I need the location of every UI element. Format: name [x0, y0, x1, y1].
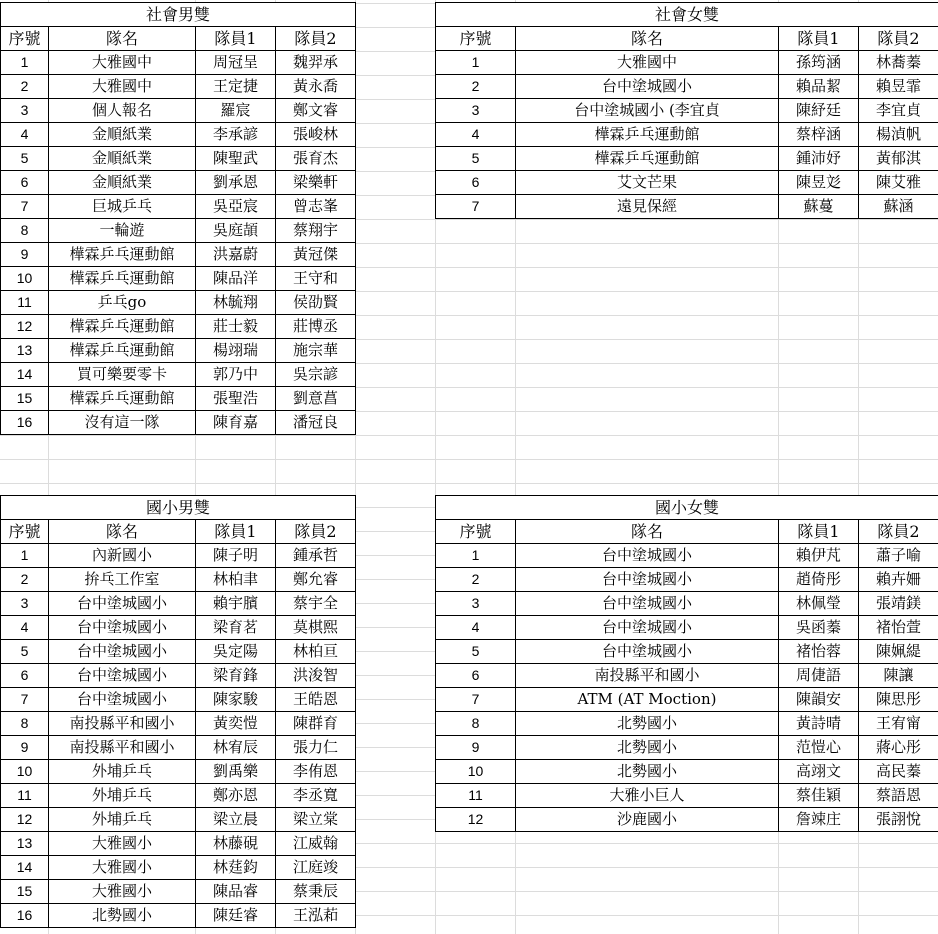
cell-player-2[interactable]: 江庭竣	[276, 856, 356, 880]
cell-index[interactable]: 4	[1, 616, 49, 640]
cell-team[interactable]: 一輪遊	[49, 219, 196, 243]
cell-index[interactable]: 1	[1, 51, 49, 75]
cell-team[interactable]: 外埔乒乓	[49, 784, 196, 808]
cell-player-2[interactable]: 莊博丞	[276, 315, 356, 339]
cell-team[interactable]: 大雅國小	[49, 856, 196, 880]
cell-player-2[interactable]: 蔡語恩	[859, 784, 938, 808]
cell-index[interactable]: 3	[436, 99, 516, 123]
cell-index[interactable]: 4	[436, 123, 516, 147]
cell-index[interactable]: 2	[1, 568, 49, 592]
table-title[interactable]: 社會男雙	[1, 3, 356, 27]
cell-index[interactable]: 12	[436, 808, 516, 832]
cell-index[interactable]: 6	[436, 171, 516, 195]
table-row	[436, 171, 938, 195]
cell-player-1[interactable]: 孫筠涵	[779, 51, 859, 75]
cell-player-1[interactable]: 吳庭頡	[196, 219, 276, 243]
table-row	[1, 688, 356, 712]
table-row	[436, 75, 938, 99]
cell-index[interactable]: 11	[1, 291, 49, 315]
cell-team[interactable]: 金順紙業	[49, 171, 196, 195]
grid-line	[0, 483, 938, 484]
cell-player-1[interactable]: 鍾沛妤	[779, 147, 859, 171]
cell-team[interactable]: 樺霖乒乓運動館	[49, 315, 196, 339]
cell-player-1[interactable]: 黃詩晴	[779, 712, 859, 736]
table-row	[436, 808, 938, 832]
elementary-girls-doubles-table	[435, 495, 938, 832]
cell-player-1[interactable]: 賴伊芃	[779, 544, 859, 568]
cell-team[interactable]: 乒乓go	[49, 291, 196, 315]
cell-player-1[interactable]: 陳子明	[196, 544, 276, 568]
cell-player-2[interactable]: 魏羿承	[276, 51, 356, 75]
cell-team[interactable]: 沒有這一隊	[49, 411, 196, 435]
cell-index[interactable]: 8	[436, 712, 516, 736]
cell-index[interactable]: 7	[436, 195, 516, 219]
cell-team[interactable]: 台中塗城國小	[49, 688, 196, 712]
cell-team[interactable]: 台中塗城國小	[516, 544, 779, 568]
header-player-1[interactable]: 隊員1	[196, 520, 276, 544]
cell-player-1[interactable]: 王定捷	[196, 75, 276, 99]
cell-player-1[interactable]: 吳定陽	[196, 640, 276, 664]
table-row	[1, 147, 356, 171]
cell-player-1[interactable]: 高翊文	[779, 760, 859, 784]
table-row	[436, 544, 938, 568]
cell-player-2[interactable]: 李宜貞	[859, 99, 938, 123]
table-row	[1, 592, 356, 616]
cell-index[interactable]: 2	[436, 568, 516, 592]
table-title[interactable]: 社會女雙	[436, 3, 938, 27]
cell-player-1[interactable]: 蔡梓涵	[779, 123, 859, 147]
cell-player-2[interactable]: 曾志峯	[276, 195, 356, 219]
cell-team[interactable]: 樺霖乒乓運動館	[49, 387, 196, 411]
cell-index[interactable]: 1	[1, 544, 49, 568]
elementary-boys-doubles-table	[0, 495, 356, 928]
cell-team[interactable]: 北勢國小	[49, 904, 196, 928]
cell-player-2[interactable]: 蔡秉辰	[276, 880, 356, 904]
cell-player-1[interactable]: 陳韻安	[779, 688, 859, 712]
header-index[interactable]: 序號	[1, 27, 49, 51]
cell-player-1[interactable]: 楊翊瑞	[196, 339, 276, 363]
cell-team[interactable]: 巨城乒乓	[49, 195, 196, 219]
table-row	[1, 411, 356, 435]
header-team[interactable]: 隊名	[49, 520, 196, 544]
table-row	[1, 544, 356, 568]
header-player-2[interactable]: 隊員2	[276, 520, 356, 544]
cell-player-2[interactable]: 鄭文睿	[276, 99, 356, 123]
header-index[interactable]: 序號	[1, 520, 49, 544]
cell-player-1[interactable]: 陳家駿	[196, 688, 276, 712]
cell-player-2[interactable]: 王泓萂	[276, 904, 356, 928]
cell-player-1[interactable]: 詹竦庄	[779, 808, 859, 832]
cell-team[interactable]: 台中塗城國小	[49, 664, 196, 688]
cell-player-2[interactable]: 梁樂軒	[276, 171, 356, 195]
table-row	[436, 99, 938, 123]
cell-player-1[interactable]: 趙倚彤	[779, 568, 859, 592]
cell-index[interactable]: 6	[1, 664, 49, 688]
cell-player-1[interactable]: 周倢語	[779, 664, 859, 688]
table-row	[436, 712, 938, 736]
table-row	[436, 592, 938, 616]
cell-index[interactable]: 5	[1, 640, 49, 664]
cell-index[interactable]: 6	[1, 171, 49, 195]
cell-player-2[interactable]: 劉意菖	[276, 387, 356, 411]
cell-player-1[interactable]: 張聖浩	[196, 387, 276, 411]
table-row	[436, 784, 938, 808]
cell-player-1[interactable]: 褚怡蓉	[779, 640, 859, 664]
header-player-1[interactable]: 隊員1	[779, 27, 859, 51]
cell-index[interactable]: 7	[1, 688, 49, 712]
cell-player-1[interactable]: 陳紓廷	[779, 99, 859, 123]
cell-player-2[interactable]: 褚怡萱	[859, 616, 938, 640]
cell-player-2[interactable]: 高民蓁	[859, 760, 938, 784]
cell-team[interactable]: 台中塗城國小	[516, 592, 779, 616]
cell-player-1[interactable]: 劉承恩	[196, 171, 276, 195]
cell-player-2[interactable]: 楊湞帆	[859, 123, 938, 147]
cell-player-2[interactable]: 王宥甯	[859, 712, 938, 736]
cell-player-2[interactable]: 蔡翔宇	[276, 219, 356, 243]
cell-team[interactable]: 台中塗城國小	[516, 75, 779, 99]
cell-index[interactable]: 3	[1, 592, 49, 616]
header-team[interactable]: 隊名	[49, 27, 196, 51]
cell-player-2[interactable]: 侯劭賢	[276, 291, 356, 315]
table-row	[1, 99, 356, 123]
cell-team[interactable]: 大雅國中	[516, 51, 779, 75]
cell-index[interactable]: 7	[1, 195, 49, 219]
header-player-1[interactable]: 隊員1	[779, 520, 859, 544]
cell-team[interactable]: ATM (AT Moction)	[516, 688, 779, 712]
table-row	[436, 688, 938, 712]
cell-index[interactable]: 8	[1, 219, 49, 243]
cell-index[interactable]: 15	[1, 880, 49, 904]
table-row	[1, 315, 356, 339]
cell-player-2[interactable]: 陳姵緹	[859, 640, 938, 664]
cell-player-1[interactable]: 陳品洋	[196, 267, 276, 291]
cell-team[interactable]: 金順紙業	[49, 147, 196, 171]
cell-index[interactable]: 10	[1, 760, 49, 784]
table-row	[1, 664, 356, 688]
table-title[interactable]: 國小女雙	[436, 496, 938, 520]
table-row	[436, 195, 938, 219]
cell-team[interactable]: 台中塗城國小	[49, 592, 196, 616]
cell-player-1[interactable]: 賴宇臏	[196, 592, 276, 616]
cell-team[interactable]: 大雅國中	[49, 51, 196, 75]
table-row	[1, 195, 356, 219]
cell-index[interactable]: 9	[1, 736, 49, 760]
cell-player-2[interactable]: 黃冠傑	[276, 243, 356, 267]
cell-team[interactable]: 台中塗城國小	[516, 568, 779, 592]
cell-player-1[interactable]: 林毓翔	[196, 291, 276, 315]
header-index[interactable]: 序號	[436, 27, 516, 51]
header-player-2[interactable]: 隊員2	[276, 27, 356, 51]
table-row	[1, 616, 356, 640]
cell-player-2[interactable]: 陳讓	[859, 664, 938, 688]
cell-team[interactable]: 樺霖乒乓運動館	[49, 267, 196, 291]
cell-index[interactable]: 1	[436, 544, 516, 568]
cell-player-1[interactable]: 林藤硯	[196, 832, 276, 856]
cell-player-1[interactable]: 賴品絜	[779, 75, 859, 99]
cell-player-2[interactable]: 王皓恩	[276, 688, 356, 712]
cell-player-1[interactable]: 陳育嘉	[196, 411, 276, 435]
cell-player-1[interactable]: 黃奕愷	[196, 712, 276, 736]
table-row	[436, 147, 938, 171]
cell-player-1[interactable]: 范愷心	[779, 736, 859, 760]
cell-index[interactable]: 12	[1, 808, 49, 832]
table-row	[1, 736, 356, 760]
cell-team[interactable]: 南投縣平和國小	[49, 712, 196, 736]
cell-player-2[interactable]: 黃永喬	[276, 75, 356, 99]
cell-player-2[interactable]: 王守和	[276, 267, 356, 291]
table-row	[1, 387, 356, 411]
cell-player-2[interactable]: 蘇涵	[859, 195, 938, 219]
table-row	[1, 363, 356, 387]
cell-player-1[interactable]: 林宥辰	[196, 736, 276, 760]
cell-player-2[interactable]: 李侑恩	[276, 760, 356, 784]
cell-index[interactable]: 9	[436, 736, 516, 760]
cell-team[interactable]: 樺霖乒乓運動館	[516, 123, 779, 147]
cell-index[interactable]: 14	[1, 856, 49, 880]
table-row	[1, 784, 356, 808]
cell-index[interactable]: 8	[1, 712, 49, 736]
cell-player-2[interactable]: 莫棋熙	[276, 616, 356, 640]
table-row	[1, 51, 356, 75]
cell-player-1[interactable]: 梁立晨	[196, 808, 276, 832]
cell-player-1[interactable]: 陳昱彣	[779, 171, 859, 195]
cell-player-1[interactable]: 林莛鈞	[196, 856, 276, 880]
table-row	[1, 267, 356, 291]
cell-index[interactable]: 14	[1, 363, 49, 387]
table-row	[436, 640, 938, 664]
cell-team[interactable]: 大雅國中	[49, 75, 196, 99]
cell-team[interactable]: 台中塗城國小 (李宜貞	[516, 99, 779, 123]
table-row	[436, 736, 938, 760]
grid-line	[0, 435, 938, 436]
cell-player-2[interactable]: 林蕎蓁	[859, 51, 938, 75]
cell-index[interactable]: 5	[436, 147, 516, 171]
cell-index[interactable]: 16	[1, 411, 49, 435]
table-row	[436, 760, 938, 784]
table-row	[1, 904, 356, 928]
table-row	[436, 123, 938, 147]
cell-index[interactable]: 3	[436, 592, 516, 616]
cell-team[interactable]: 拚乓工作室	[49, 568, 196, 592]
cell-player-1[interactable]: 吳亞宸	[196, 195, 276, 219]
cell-player-1[interactable]: 莊士毅	[196, 315, 276, 339]
cell-player-1[interactable]: 陳廷睿	[196, 904, 276, 928]
cell-player-1[interactable]: 林柏聿	[196, 568, 276, 592]
cell-team[interactable]: 個人報名	[49, 99, 196, 123]
table-row	[436, 568, 938, 592]
cell-index[interactable]: 15	[1, 387, 49, 411]
social-womens-doubles-table	[435, 2, 938, 219]
table-row	[1, 832, 356, 856]
cell-index[interactable]: 4	[1, 123, 49, 147]
header-player-1[interactable]: 隊員1	[196, 27, 276, 51]
cell-team[interactable]: 台中塗城國小	[49, 640, 196, 664]
cell-team[interactable]: 北勢國小	[516, 736, 779, 760]
cell-player-2[interactable]: 張詡悅	[859, 808, 938, 832]
cell-player-1[interactable]: 吳函蓁	[779, 616, 859, 640]
cell-player-2[interactable]: 梁立棠	[276, 808, 356, 832]
table-row	[1, 339, 356, 363]
cell-player-2[interactable]: 蕭子喻	[859, 544, 938, 568]
cell-team[interactable]: 大雅國小	[49, 832, 196, 856]
cell-player-1[interactable]: 梁育鋒	[196, 664, 276, 688]
cell-player-2[interactable]: 張力仁	[276, 736, 356, 760]
cell-index[interactable]: 11	[436, 784, 516, 808]
cell-player-1[interactable]: 梁育茗	[196, 616, 276, 640]
cell-player-2[interactable]: 陳群育	[276, 712, 356, 736]
header-team[interactable]: 隊名	[516, 520, 779, 544]
cell-team[interactable]: 南投縣平和國小	[516, 664, 779, 688]
cell-player-2[interactable]: 張峻林	[276, 123, 356, 147]
cell-player-2[interactable]: 張育杰	[276, 147, 356, 171]
cell-index[interactable]: 2	[436, 75, 516, 99]
table-row	[436, 616, 938, 640]
cell-player-1[interactable]: 陳聖武	[196, 147, 276, 171]
cell-player-2[interactable]: 鍾承哲	[276, 544, 356, 568]
cell-player-1[interactable]: 蔡佳穎	[779, 784, 859, 808]
cell-index[interactable]: 13	[1, 832, 49, 856]
cell-index[interactable]: 13	[1, 339, 49, 363]
cell-player-2[interactable]: 李丞寬	[276, 784, 356, 808]
table-row	[1, 760, 356, 784]
cell-index[interactable]: 16	[1, 904, 49, 928]
cell-index[interactable]: 1	[436, 51, 516, 75]
table-row	[1, 880, 356, 904]
cell-team[interactable]: 遠見保經	[516, 195, 779, 219]
cell-index[interactable]: 3	[1, 99, 49, 123]
cell-player-2[interactable]: 陳思彤	[859, 688, 938, 712]
header-index[interactable]: 序號	[436, 520, 516, 544]
cell-team[interactable]: 沙鹿國小	[516, 808, 779, 832]
cell-player-2[interactable]: 洪浚智	[276, 664, 356, 688]
cell-team[interactable]: 北勢國小	[516, 760, 779, 784]
cell-team[interactable]: 艾文芒果	[516, 171, 779, 195]
cell-player-2[interactable]: 吳宗諺	[276, 363, 356, 387]
table-row	[1, 75, 356, 99]
grid-line	[0, 459, 938, 460]
table-row	[1, 219, 356, 243]
table-row	[1, 640, 356, 664]
cell-player-1[interactable]: 周冠呈	[196, 51, 276, 75]
cell-player-1[interactable]: 劉禹樂	[196, 760, 276, 784]
table-row	[1, 243, 356, 267]
cell-player-2[interactable]: 江威翰	[276, 832, 356, 856]
cell-team[interactable]: 買可樂要零卡	[49, 363, 196, 387]
cell-player-1[interactable]: 羅宸	[196, 99, 276, 123]
header-player-2[interactable]: 隊員2	[859, 27, 938, 51]
cell-team[interactable]: 大雅國小	[49, 880, 196, 904]
cell-player-2[interactable]: 蔡宇全	[276, 592, 356, 616]
table-row	[436, 664, 938, 688]
cell-index[interactable]: 7	[436, 688, 516, 712]
cell-team[interactable]: 金順紙業	[49, 123, 196, 147]
cell-team[interactable]: 外埔乒乓	[49, 808, 196, 832]
cell-team[interactable]: 南投縣平和國小	[49, 736, 196, 760]
cell-player-2[interactable]: 陳艾雅	[859, 171, 938, 195]
cell-team[interactable]: 北勢國小	[516, 712, 779, 736]
cell-player-1[interactable]: 陳品睿	[196, 880, 276, 904]
cell-index[interactable]: 5	[1, 147, 49, 171]
cell-player-2[interactable]: 賴昱霏	[859, 75, 938, 99]
cell-player-2[interactable]: 張靖鎂	[859, 592, 938, 616]
cell-index[interactable]: 2	[1, 75, 49, 99]
cell-index[interactable]: 4	[436, 616, 516, 640]
cell-team[interactable]: 大雅小巨人	[516, 784, 779, 808]
social-mens-doubles-table	[0, 2, 356, 435]
cell-team[interactable]: 樺霖乒乓運動館	[49, 243, 196, 267]
cell-player-1[interactable]: 郭乃中	[196, 363, 276, 387]
cell-team[interactable]: 內新國小	[49, 544, 196, 568]
cell-team[interactable]: 台中塗城國小	[49, 616, 196, 640]
cell-player-2[interactable]: 施宗華	[276, 339, 356, 363]
cell-index[interactable]: 12	[1, 315, 49, 339]
table-row	[1, 568, 356, 592]
table-row	[1, 171, 356, 195]
cell-player-1[interactable]: 李承諺	[196, 123, 276, 147]
table-row	[1, 291, 356, 315]
cell-index[interactable]: 10	[436, 760, 516, 784]
cell-team[interactable]: 台中塗城國小	[516, 640, 779, 664]
cell-player-2[interactable]: 潘冠良	[276, 411, 356, 435]
cell-team[interactable]: 台中塗城國小	[516, 616, 779, 640]
cell-player-2[interactable]: 蔣心彤	[859, 736, 938, 760]
header-team[interactable]: 隊名	[516, 27, 779, 51]
cell-index[interactable]: 5	[436, 640, 516, 664]
table-title[interactable]: 國小男雙	[1, 496, 356, 520]
cell-team[interactable]: 外埔乒乓	[49, 760, 196, 784]
header-player-2[interactable]: 隊員2	[859, 520, 938, 544]
cell-player-1[interactable]: 洪嘉蔚	[196, 243, 276, 267]
cell-index[interactable]: 9	[1, 243, 49, 267]
cell-team[interactable]: 樺霖乒乓運動館	[49, 339, 196, 363]
table-row	[1, 856, 356, 880]
cell-index[interactable]: 11	[1, 784, 49, 808]
cell-player-2[interactable]: 黃郁淇	[859, 147, 938, 171]
cell-player-1[interactable]: 鄭亦恩	[196, 784, 276, 808]
table-row	[1, 808, 356, 832]
cell-index[interactable]: 10	[1, 267, 49, 291]
table-row	[1, 712, 356, 736]
cell-player-2[interactable]: 林柏亘	[276, 640, 356, 664]
cell-team[interactable]: 樺霖乒乓運動館	[516, 147, 779, 171]
cell-player-1[interactable]: 林佩瑩	[779, 592, 859, 616]
cell-player-2[interactable]: 賴卉姍	[859, 568, 938, 592]
table-row	[1, 123, 356, 147]
table-row	[436, 51, 938, 75]
cell-player-2[interactable]: 鄭允睿	[276, 568, 356, 592]
cell-index[interactable]: 6	[436, 664, 516, 688]
cell-player-1[interactable]: 蘇蔓	[779, 195, 859, 219]
